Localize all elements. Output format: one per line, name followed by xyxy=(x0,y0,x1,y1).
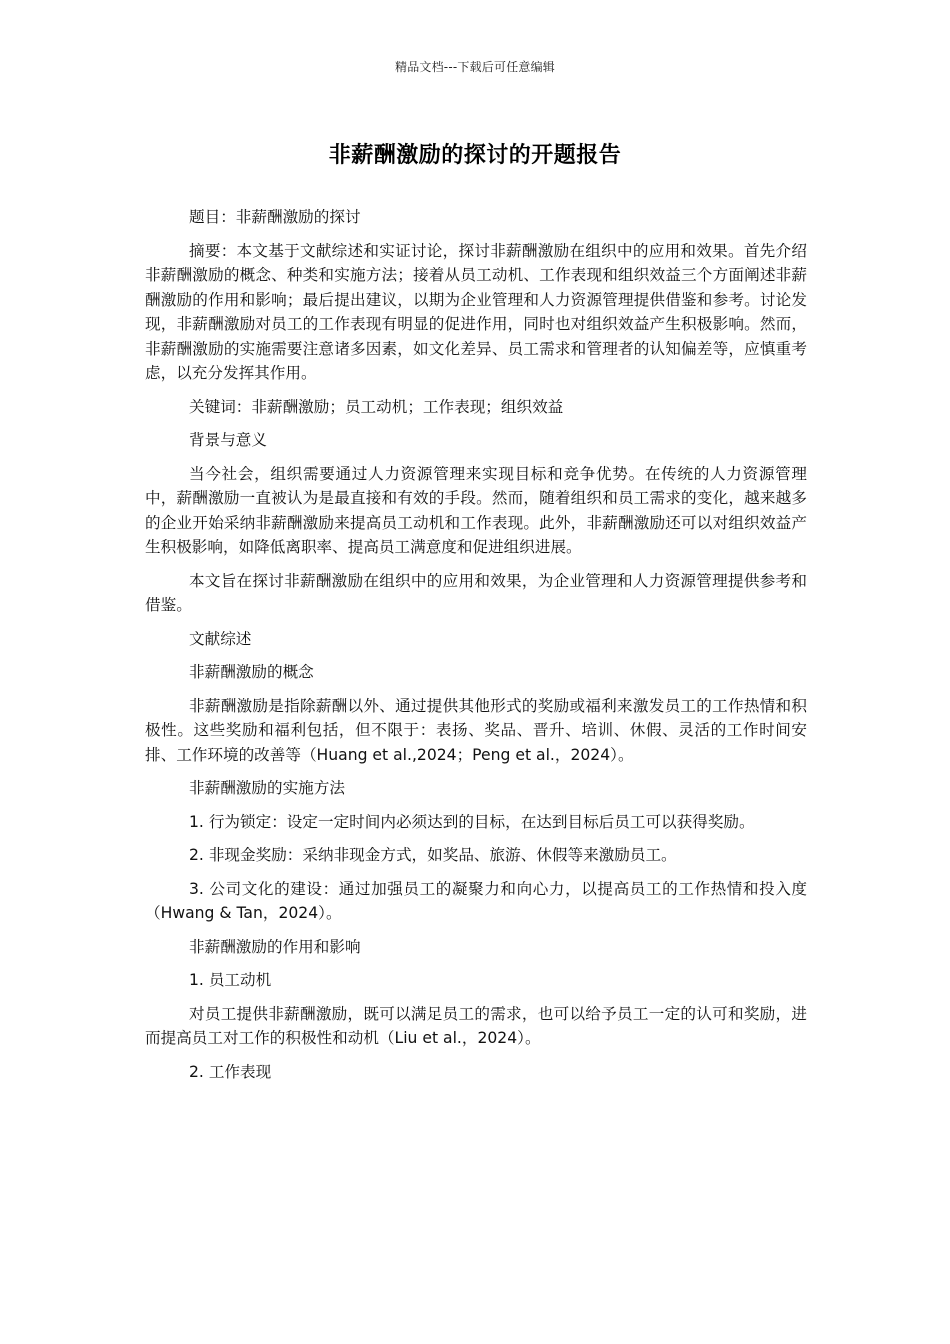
document-title: 非薪酬激励的探讨的开题报告 xyxy=(328,143,622,168)
document-body xyxy=(145,205,807,1093)
header-note: 精品文档---下载后可任意编辑 xyxy=(395,60,555,74)
subheading-concept: 非薪酬激励的概念 xyxy=(189,663,314,681)
keywords-line: 关键词：非薪酬激励；员工动机；工作表现；组织效益 xyxy=(189,397,564,416)
abstract-paragraph: 摘要：本文基于文献综述和实证讨论，探讨非薪酬激励在组织中的应用和效果。首先介绍非薪酬激励的概念、种类和实施方法；接着从员工动机、工作表现和组织效益三个方面阐述非薪酬激励的作用和影响；最后提出建议，以期为企业管理和人力资源管理提供借鉴和参考。讨论发现，非薪酬激励对员工的工作表现有明显的促进作用，同时也对组织效益产生积极影响。然而，非薪酬激励的实施需要注意诸多因素，如文化差异、员工需求和管理者的认知偏差等，应慎重考虑，以充分发挥其作用。 xyxy=(145,241,807,382)
effect-heading-performance: 2. 工作表现 xyxy=(189,1062,272,1081)
section-heading-background: 背景与意义 xyxy=(189,431,267,449)
purpose-paragraph: 本文旨在探讨非薪酬激励在组织中的应用和效果，为企业管理和人力资源管理提供参考和借鉴。 xyxy=(145,571,807,614)
method-item-3: 3. 公司文化的建设：通过加强员工的凝聚力和向心力，以提高员工的工作热情和投入度（Hwang & Tan，2024）。 xyxy=(145,879,807,922)
subheading-effects: 非薪酬激励的作用和影响 xyxy=(189,937,361,956)
method-item-1: 1. 行为锁定：设定一定时间内必须达到的目标，在达到目标后员工可以获得奖励。 xyxy=(189,812,755,831)
topic-line: 题目：非薪酬激励的探讨 xyxy=(189,208,361,226)
method-item-2: 2. 非现金奖励：采纳非现金方式，如奖品、旅游、休假等来激励员工。 xyxy=(189,846,677,864)
concept-paragraph: 非薪酬激励是指除薪酬以外、通过提供其他形式的奖励或福利来激发员工的工作热情和积极性。这些奖励和福利包括，但不限于：表扬、奖品、晋升、培训、休假、灵活的工作时间安排、工作环境的改善等（Huang et al.,2024；Peng et al.，2024）。 xyxy=(145,696,807,764)
motivation-paragraph: 对员工提供非薪酬激励，既可以满足员工的需求，也可以给予员工一定的认可和奖励，进而提高员工对工作的积极性和动机（Liu et al.，2024）。 xyxy=(145,1004,807,1047)
effect-heading-motivation: 1. 员工动机 xyxy=(189,971,272,989)
subheading-methods: 非薪酬激励的实施方法 xyxy=(189,779,345,797)
section-heading-literature-review: 文献综述 xyxy=(189,629,252,648)
background-paragraph: 当今社会，组织需要通过人力资源管理来实现目标和竞争优势。在传统的人力资源管理中，薪酬激励一直被认为是最直接和有效的手段。然而，随着组织和员工需求的变化，越来越多的企业开始采纳非薪酬激励来提高员工动机和工作表现。此外，非薪酬激励还可以对组织效益产生积极影响，如降低离职率、提高员工满意度和促进组织进展。 xyxy=(145,464,807,556)
